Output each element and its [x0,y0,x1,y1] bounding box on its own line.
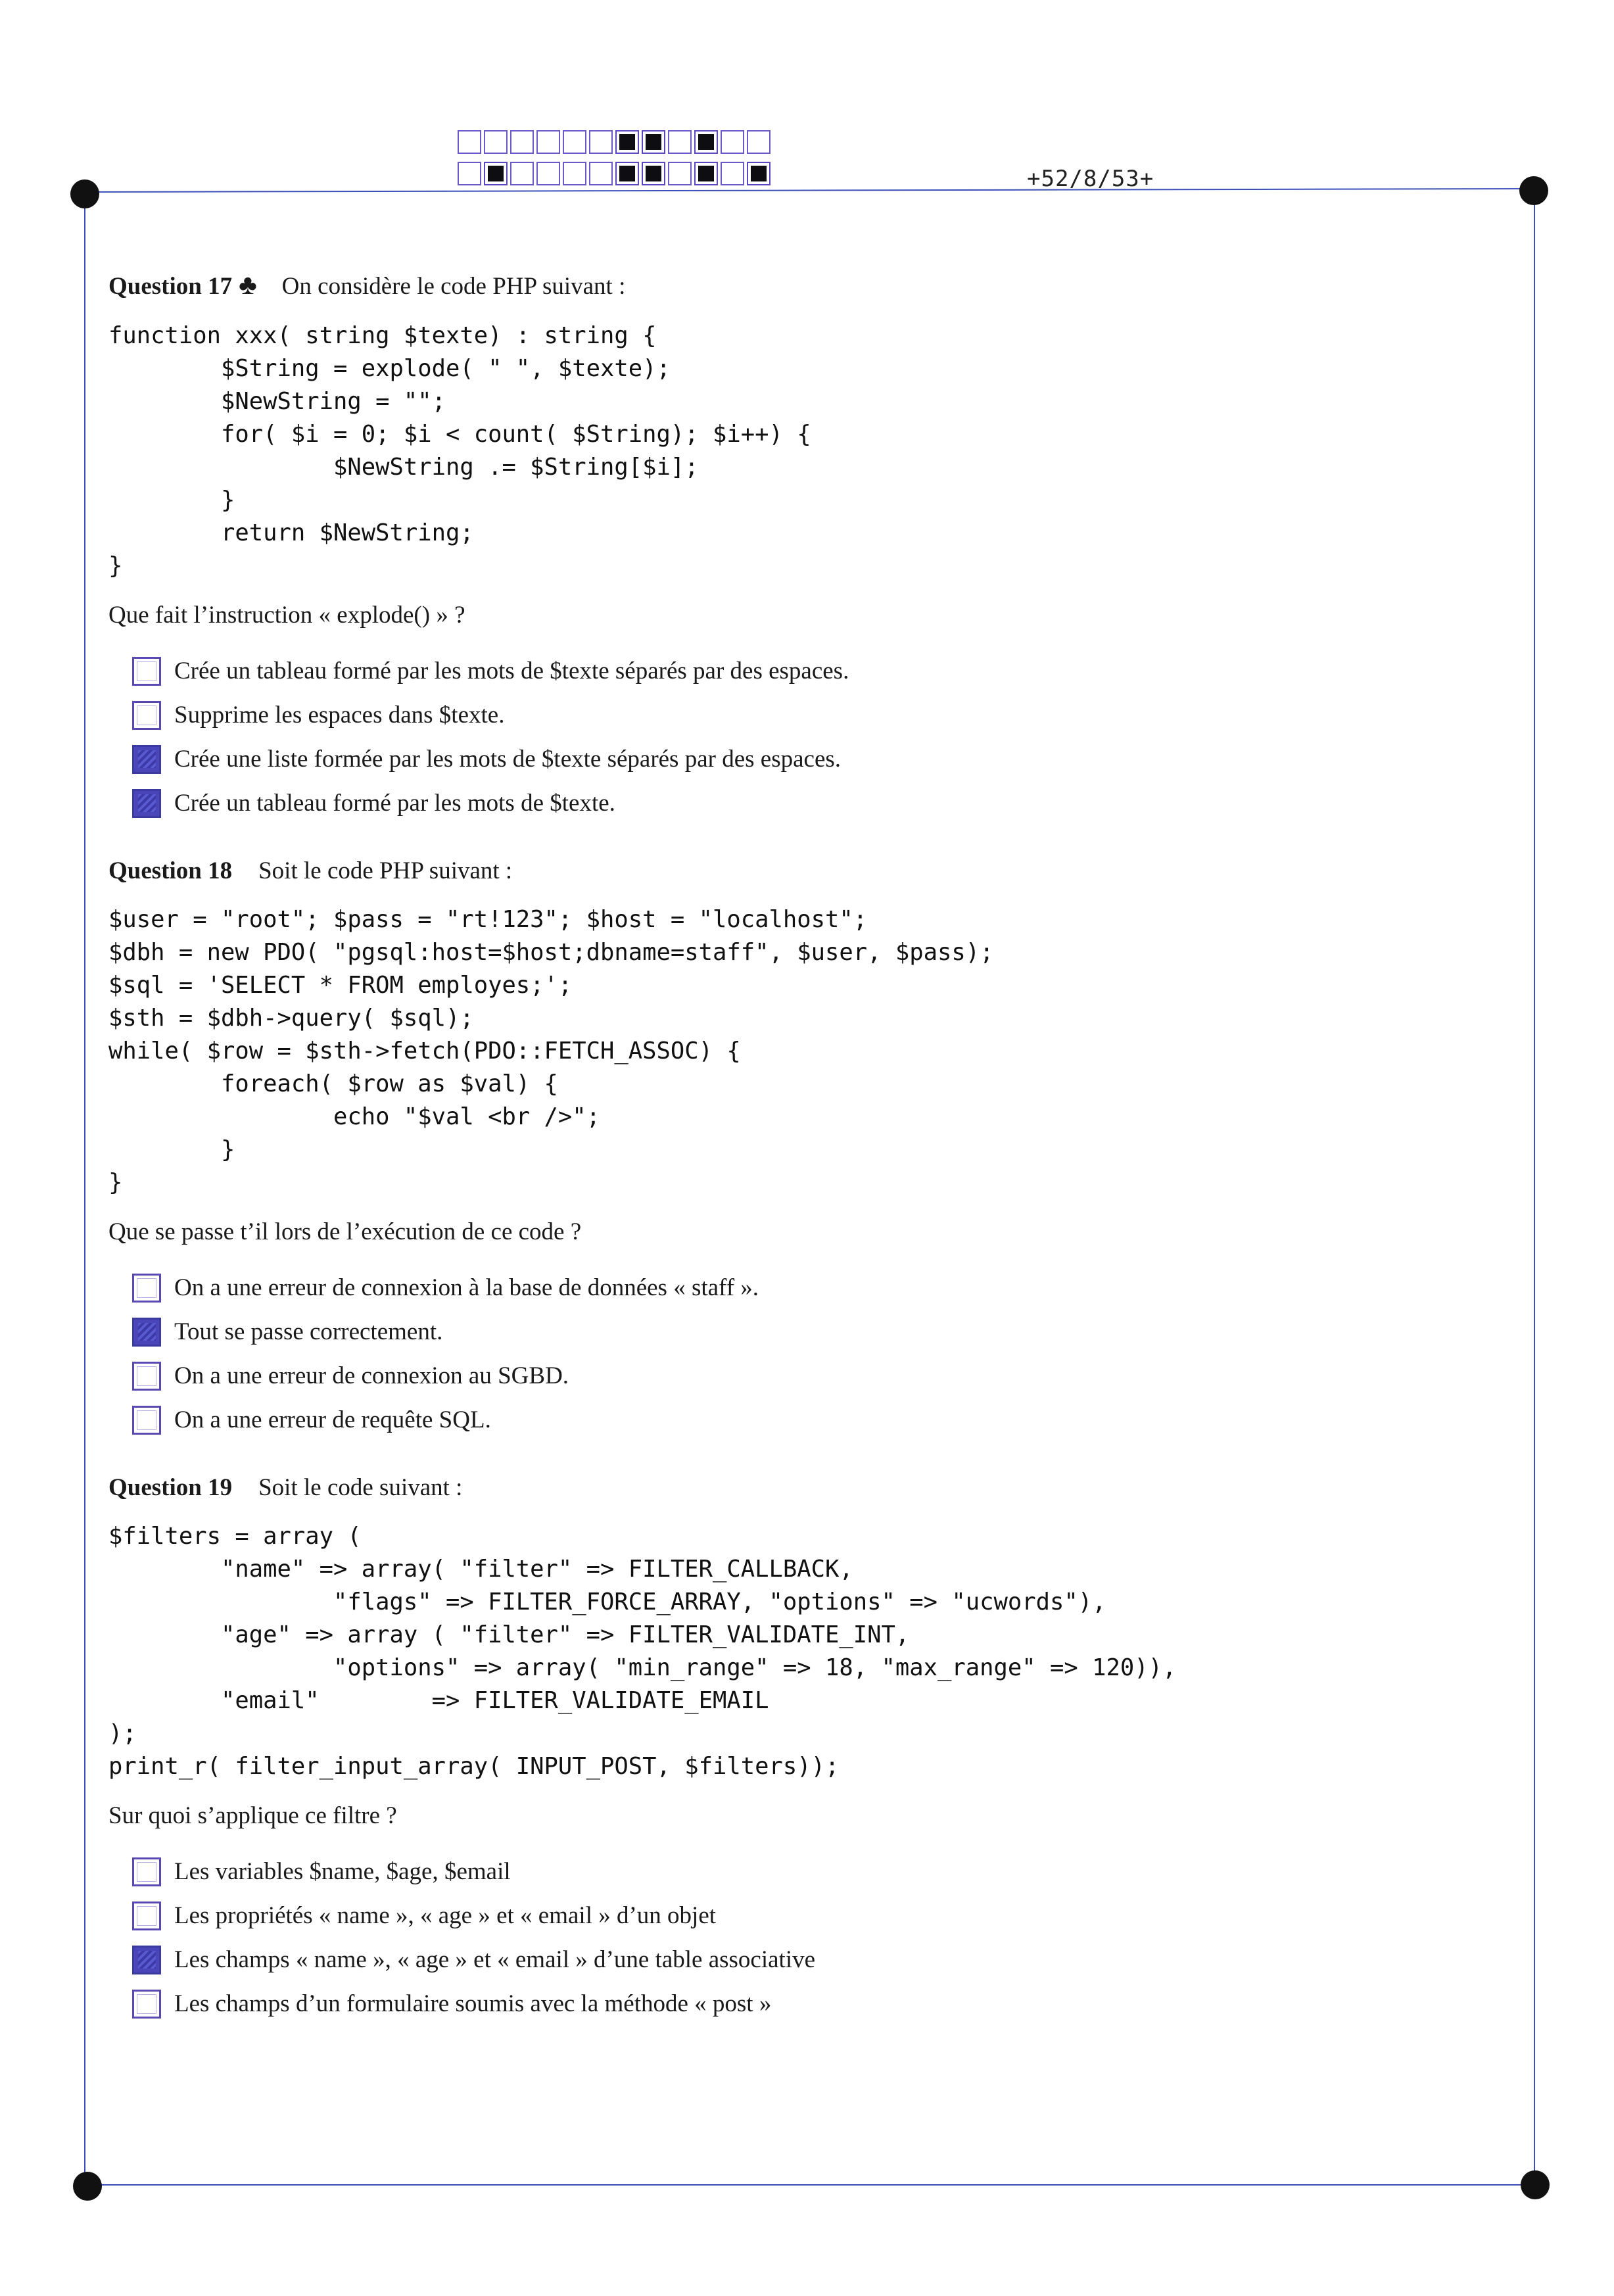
question-17 [108,270,1476,825]
code-block: $user = "root"; $pass = "rt!123"; $host = "localhost"; $dbh = new PDO( "pgsql:host=$host;dbname=staff", $user, $pass); $sql = 'SELECT * FROM employes;'; $sth = $dbh->query( $sql); while( $row = $sth->fetch(PDO::FETCH_ASSOC) { foreach( $row as $val) { echo "$val <br />"; } } [108,906,994,1196]
frame-right-line [1534,191,1535,2185]
barcode-cell [510,130,534,154]
question-intro: Soit le code suivant : [258,1474,463,1501]
question-intro: On considère le code PHP suivant : [281,273,626,300]
answer-text: Tout se passe correctement. [174,1318,443,1345]
barcode-cell [563,130,586,154]
answer-option[interactable] [132,737,1476,781]
code-block: function xxx( string $texte) : string { $String = explode( " ", $texte); $NewString = ""; for( $i = 0; $i < count( $String); $i++) { $NewString .= $String[$i]; } return $NewString; } [108,322,811,579]
question-header [108,1473,1476,1502]
barcode-cell [589,162,613,185]
answer-text: Les champs d’un formulaire soumis avec la méthode « post » [174,1990,772,2017]
page-id: +52/8/53+ [1027,166,1154,192]
barcode-cell [694,162,718,185]
answer-checkbox[interactable] [132,1362,161,1391]
answer-text: Crée un tableau formé par les mots de $texte. [174,790,615,817]
corner-mark-top-left [70,179,99,208]
answer-checkbox[interactable] [132,1901,161,1930]
answer-checkbox[interactable] [132,701,161,730]
barcode-cell [458,162,481,185]
barcode-row-1 [458,130,773,156]
answer-checkbox[interactable] [132,1274,161,1303]
corner-mark-bottom-left [73,2172,102,2201]
question-title: Question 17 [108,273,233,300]
barcode-cell [484,130,508,154]
barcode-cell [615,162,639,185]
question-header [108,857,1476,885]
barcode-row-2 [458,162,773,188]
answer-list [132,1266,1476,1442]
frame-bottom-line [87,2184,1535,2186]
barcode-cell [536,130,560,154]
answer-option[interactable] [132,1938,1476,1982]
frame-top-line [85,188,1534,193]
question-title: Question 18 [108,857,233,884]
barcode-cell [747,130,771,154]
frame-left-line [84,194,85,2185]
exam-content [108,270,1476,2057]
answer-text: Supprime les espaces dans $texte. [174,702,505,729]
answer-option[interactable] [132,1982,1476,2026]
answer-text: On a une erreur de requête SQL. [174,1406,491,1433]
answer-option[interactable] [132,1266,1476,1310]
question-header [108,270,1476,301]
answer-checkbox[interactable] [132,1318,161,1347]
barcode-cell [721,130,744,154]
question-intro: Soit le code PHP suivant : [258,857,513,884]
answer-text: On a une erreur de connexion à la base de données « staff ». [174,1274,759,1301]
answer-checkbox[interactable] [132,1946,161,1974]
barcode-cell [536,162,560,185]
barcode-cell [589,130,613,154]
answer-option[interactable] [132,1850,1476,1894]
answer-option[interactable] [132,693,1476,737]
answer-text: Crée un tableau formé par les mots de $texte séparés par des espaces. [174,658,849,684]
answer-checkbox[interactable] [132,657,161,686]
answer-checkbox[interactable] [132,1990,161,2019]
barcode-cell [563,162,586,185]
answer-checkbox[interactable] [132,789,161,818]
answer-checkbox[interactable] [132,1406,161,1435]
answer-checkbox[interactable] [132,1857,161,1886]
barcode-cell [668,162,692,185]
answer-list [132,1850,1476,2026]
barcode-cell [642,162,665,185]
answer-text: Les propriétés « name », « age » et « email » d’un objet [174,1902,717,1929]
answer-option[interactable] [132,649,1476,693]
barcode-cell [510,162,534,185]
barcode-cell [642,130,665,154]
answer-option[interactable] [132,1894,1476,1938]
question-prompt: Sur quoi s’applique ce filtre ? [108,1802,397,1829]
answer-checkbox[interactable] [132,745,161,774]
barcode-cell [747,162,771,185]
answer-option[interactable] [132,1354,1476,1398]
answer-text: Les champs « name », « age » et « email » d’une table associative [174,1946,816,1973]
answer-text: Les variables $name, $age, $email [174,1858,511,1885]
question-prompt: Que se passe t’il lors de l’exécution de ce code ? [108,1218,582,1245]
barcode-cell [615,130,639,154]
club-marker-icon: ♣ [239,270,257,300]
answer-option[interactable] [132,1310,1476,1354]
barcode-cell [458,130,481,154]
question-prompt: Que fait l’instruction « explode() » ? [108,602,465,629]
answer-text: Crée une liste formée par les mots de $texte séparés par des espaces. [174,746,842,773]
answer-text: On a une erreur de connexion au SGBD. [174,1362,569,1389]
barcode-cell [484,162,508,185]
corner-mark-top-right [1519,176,1548,205]
answer-option[interactable] [132,1398,1476,1442]
barcode-cell [694,130,718,154]
barcode-cell [721,162,744,185]
answer-option[interactable] [132,781,1476,825]
question-19 [108,1473,1476,2026]
corner-mark-bottom-right [1521,2170,1550,2199]
answer-list [132,649,1476,825]
code-block: $filters = array ( "name" => array( "filter" => FILTER_CALLBACK, "flags" => FILTER_FORCE_ARRAY, "options" => "ucwords"), "age" => array ( "filter" => FILTER_VALIDATE_INT, "options" => array( "min_range" => 18, "max_range" => 120)), "email" => FILTER_VALIDATE_EMAIL ); print_r( filter_input_array( INPUT_POST, $filters)); [108,1523,1177,1780]
question-18 [108,857,1476,1442]
barcode-cell [668,130,692,154]
question-title: Question 19 [108,1474,233,1501]
page-barcode [458,130,773,193]
